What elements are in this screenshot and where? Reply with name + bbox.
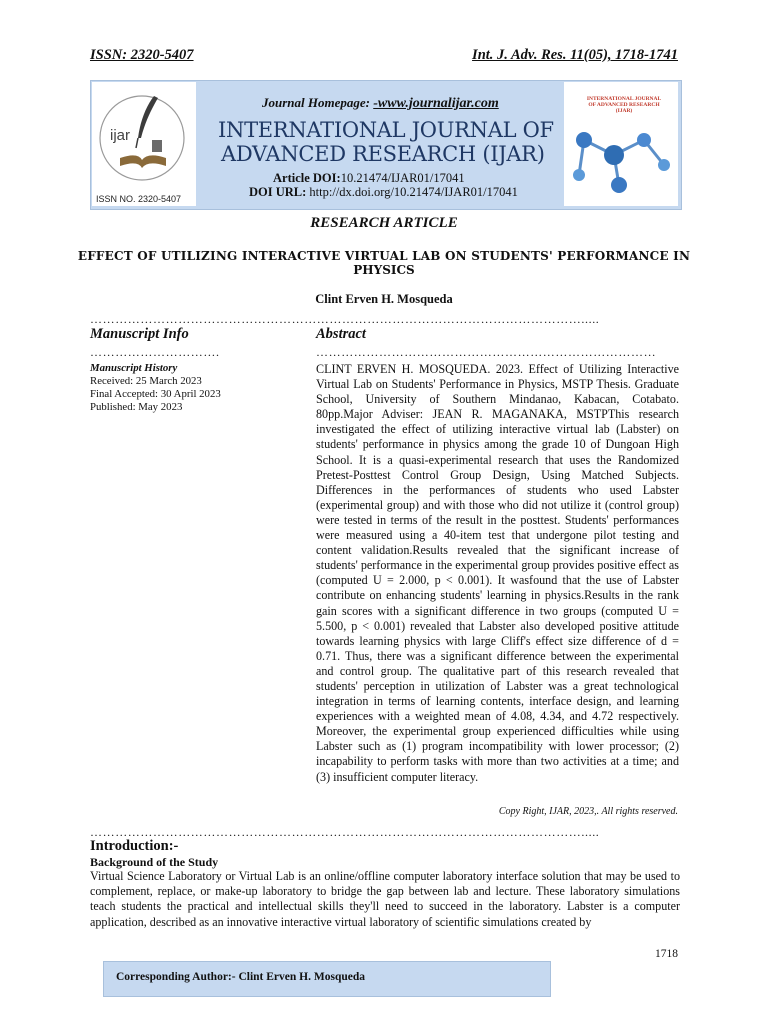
author-name: Clint Erven H. Mosqueda — [315, 292, 453, 306]
introduction-heading: Introduction:- — [90, 838, 179, 854]
doi-url-label: DOI URL: — [249, 185, 310, 199]
article-doi — [273, 171, 465, 186]
molecule-cover-icon — [564, 110, 678, 204]
divider-bottom: ………………………………………………………………………………………………………..... — [90, 827, 600, 837]
doi-value: 10.21474/IJAR01/17041 — [340, 171, 465, 185]
abstract-body: CLINT ERVEN H. MOSQUEDA. 2023. Effect of Utilizing Interactive Virtual Lab on Students' Performance in Physics, MSTP Thesis. Graduate School, University of Southern Mindanao, Kabacan, Cotabato. 80pp.Major Adviser: JEAN R. MAGANAKA, MSTPThis research investigated the effect of utilizing interactive virtual lab (Labster) on students' performance in physics among the grade 10 of Dungoan High School. It is a quasi-experimental research that uses the Randomized Pretest-Posttest Control Group Design, Using Matched Subjects. Differences in the performances of students who used Labster (experimental group) and with those who did not utilize it (control group) were tested in terms of the result in the posttest. Students' performances were measured using a 40-item test that undergone pilot testing and content validation.Results revealed that the significant increase of students' performance in the experimental group provides positive effect as (computed U = 2.000, p < 0.001). It wasfound that the use of Labster contribute on enhancing students' learning in physics.Results in the rank gain scores with a significant difference in two groups (computed U = 5.500, p < 0.001) revealed that Labster also developed positive attitude towards learning physics with large Cliff's effect size difference of d = 0.71. Thus, there was a significant difference between the experimental and control group. The qualitative part of this research revealed that students' perception in utilization of Labster was a great technological integration in terms of learning contents, interface design, and learning experiences with a weighted mean of 4.08, 4.34, and 4.72 respectively. Moreover, the experimental group experienced difficulties while using Labster such as (1) program incompatibility with lower processor; (2) incapability to perform tasks with more than two activities at a time; and (3) insufficient computer literacy. — [316, 362, 679, 784]
logo-issn: ISSN NO. 2320-5407 — [96, 194, 182, 204]
introduction-body: Virtual Science Laboratory or Virtual Lab is an online/offline computer laboratory interface solution that may be used to complement, replace, or make-up laboratory to bridge the gap between lab and lecture. These laboratory simulations teach students the practical and intellectual skills they'll need to succeed in the laboratory. Labster is a computer application, described as an innovative interactive virtual laboratory of scientific simulations created by — [90, 869, 680, 929]
accepted-date: Final Accepted: 30 April 2023 — [90, 388, 221, 400]
journal-homepage — [262, 95, 499, 112]
received-date: Received: 25 March 2023 — [90, 375, 202, 387]
article-title-line1: EFFECT OF UTILIZING INTERACTIVE VIRTUAL LAB ON STUDENTS' PERFORMANCE IN — [77, 249, 691, 263]
published-date: Published: May 2023 — [90, 401, 183, 413]
corresponding-author-box — [103, 961, 551, 997]
journal-name-line1: INTERNATIONAL JOURNAL OF — [218, 118, 554, 142]
cover-title: INTERNATIONAL JOURNAL OF ADVANCED RESEARCH (IJAR) — [586, 96, 662, 114]
copyright-notice: Copy Right, IJAR, 2023,. All rights reserved. — [498, 806, 678, 817]
journal-cover-thumbnail — [564, 82, 678, 206]
corresponding-author: Corresponding Author:- Clint Erven H. Mosqueda — [116, 971, 365, 983]
abstract-divider: ……………………………………………………………………… — [316, 347, 657, 357]
doi-url-link[interactable]: http://dx.doi.org/10.21474/IJAR01/17041 — [309, 185, 518, 199]
logo-text: ijar — [110, 127, 131, 144]
article-type: RESEARCH ARTICLE — [310, 215, 458, 231]
abstract-heading: Abstract — [316, 326, 366, 342]
manuscript-info-divider: …………………………. — [90, 347, 220, 357]
background-subheading: Background of the Study — [90, 855, 219, 869]
journal-name-line2: ADVANCED RESEARCH (IJAR) — [221, 142, 545, 166]
doi-url — [249, 185, 518, 200]
manuscript-info-heading: Manuscript Info — [90, 326, 189, 342]
article-title-line2: PHYSICS — [353, 263, 415, 277]
divider-top: ………………………………………………………………………………………………………..... — [90, 314, 600, 324]
quill-book-logo-icon — [92, 82, 196, 206]
manuscript-history-label: Manuscript History — [90, 362, 178, 374]
homepage-label: Journal Homepage: — [262, 95, 374, 110]
page-number: 1718 — [655, 948, 678, 960]
issn-header: ISSN: 2320-5407 — [90, 47, 194, 63]
homepage-link[interactable]: -www.journalijar.com — [373, 96, 499, 111]
doi-label: Article DOI: — [273, 171, 341, 185]
journal-logo — [92, 82, 196, 206]
citation-header: Int. J. Adv. Res. 11(05), 1718-1741 — [472, 47, 678, 63]
